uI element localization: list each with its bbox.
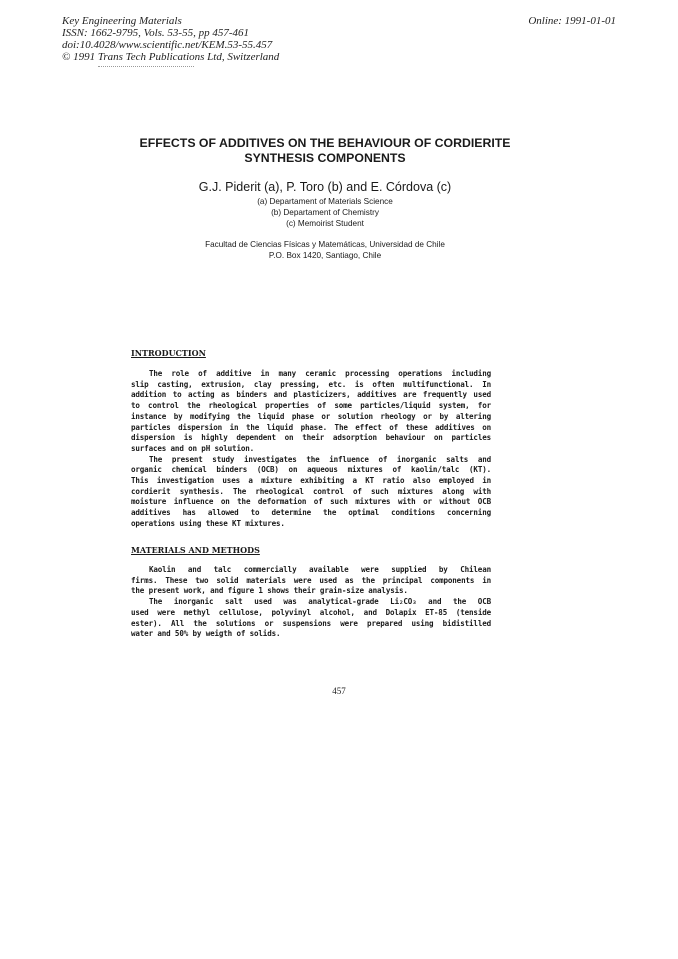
intro-line: instance by modifying the liquid phase or solution rheology or by altering	[131, 411, 491, 421]
introduction-body	[131, 369, 491, 530]
intro-line: particles dispersion in the liquid phase. The effect of these additives on	[131, 422, 491, 432]
intro-line: organic chemical binders (OCB) on aqueous mixtures of kaolin/talc (KT).	[131, 465, 491, 475]
authors: G.J. Piderit (a), P. Toro (b) and E. Córdova (c)	[198, 180, 452, 194]
copyright-line: © 1991 Trans Tech Publications Ltd, Switzerland	[62, 51, 280, 63]
intro-line: moisture influence on the deformation of such mixtures with or without OCB	[131, 497, 491, 507]
methods-line: ester). All the solutions or suspensions were prepared using bidistilled	[131, 618, 491, 628]
intro-line: dispersion is highly dependent on their adsorption behaviour on particles	[131, 433, 491, 443]
intro-line: The present study investigates the influence of inorganic salts and	[149, 454, 491, 464]
title-line-2: SYNTHESIS COMPONENTS	[244, 151, 406, 165]
intro-line: cordierit synthesis. The rheological control of such mixtures along with	[131, 486, 491, 496]
affiliation-c: (c) Memoirist Student	[286, 219, 364, 228]
institution-address: P.O. Box 1420, Santiago, Chile	[268, 251, 382, 260]
affiliation-a: (a) Departament of Materials Science	[257, 197, 393, 206]
title-line-1: EFFECTS OF ADDITIVES ON THE BEHAVIOUR OF CORDIERITE	[139, 136, 511, 150]
affiliation-b: (b) Departament of Chemistry	[271, 208, 379, 217]
methods-line: The inorganic salt used was analytical-grade Li₂CO₃ and the OCB	[149, 597, 491, 607]
page-number: 457	[332, 686, 346, 696]
institution-name: Facultad de Ciencias Físicas y Matemáticas, Universidad de Chile	[205, 240, 445, 249]
methods-line: the present work, and figure 1 shows their grain-size analysis.	[131, 586, 408, 596]
journal-header	[62, 15, 279, 63]
methods-line: Kaolin and talc commercially available were supplied by Chilean	[149, 565, 491, 574]
intro-line: The role of additive in many ceramic processing operations including	[149, 369, 491, 378]
intro-line: surfaces and on pH solution.	[131, 443, 255, 453]
methods-line: firms. These two solid materials were used as the principal components in	[131, 575, 491, 585]
methods-line: used were methyl cellulose, polyvinyl alcohol, and Dolapix ET-85 (tenside	[131, 607, 491, 617]
methods-body	[131, 565, 491, 640]
intro-line: to control the rheological properties of some particles/liquid system, for	[131, 401, 491, 411]
methods-line: water and 50% by weigth of solids.	[131, 629, 281, 639]
institution	[90, 239, 560, 261]
online-date: Online: 1991-01-01	[528, 15, 616, 27]
methods-heading: MATERIALS AND METHODS	[131, 545, 260, 555]
paper-title	[90, 136, 560, 166]
journal-name: Key Engineering Materials	[62, 15, 182, 27]
scan-artifact-line	[98, 66, 194, 69]
intro-line: addition to acting as binders and plasticizers, additives are frequently used	[131, 390, 491, 400]
intro-line: additives has allowed to determine the optimal conditions concerning	[131, 508, 491, 518]
affiliations	[90, 196, 560, 229]
intro-line: slip casting, extrusion, clay pressing, etc. is often multifunctional. In	[131, 379, 491, 389]
intro-line: operations using these KT mixtures.	[131, 518, 285, 528]
introduction-heading: INTRODUCTION	[131, 348, 206, 358]
issn-line: ISSN: 1662-9795, Vols. 53-55, pp 457-461	[62, 27, 249, 39]
doi-line: doi:10.4028/www.scientific.net/KEM.53-55.457	[62, 39, 273, 51]
intro-line: This investigation uses a mixture exhibiting a KT ratio also employed in	[131, 476, 491, 486]
